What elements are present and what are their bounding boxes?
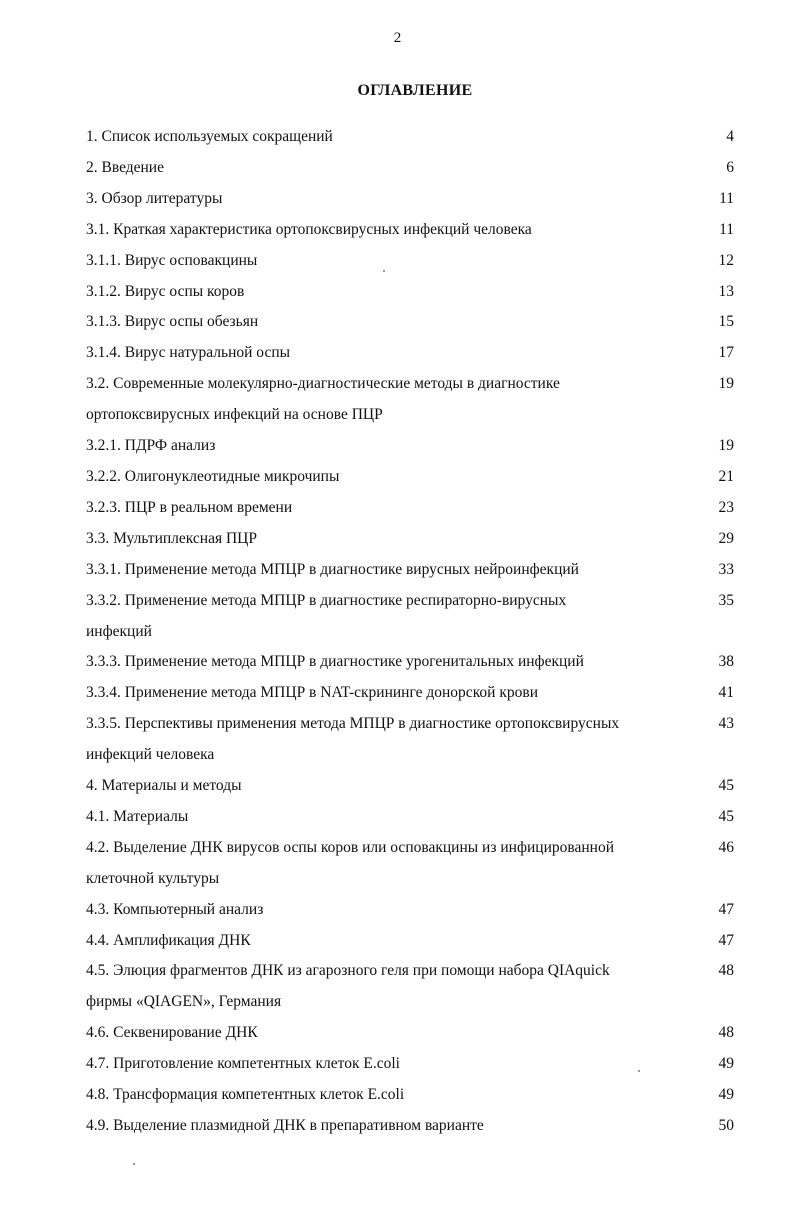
toc-entry-title [86,956,676,1018]
toc-entry-page: 48 [718,962,734,980]
toc-entry-page: 6 [726,158,734,176]
toc-entry-line: 3.1. Краткая характеристика ортопоксвирусных инфекций человека [86,220,532,238]
toc-entry-page: 12 [718,251,734,269]
toc-entry [86,1080,734,1111]
toc-entry-title [86,277,676,308]
toc-entry-line: 3.3.4. Применение метода МПЦР в NAT-скрининге донорской крови [86,684,538,702]
toc-entry-page: 49 [718,1055,734,1073]
toc-entry-page: 45 [718,777,734,795]
scan-speck [383,270,385,272]
toc-entry-line: 3.1.2. Вирус оспы коров [86,282,245,300]
toc-entry [86,1049,734,1080]
toc-entry-page: 38 [718,653,734,671]
toc-title: ОГЛАВЛЕНИЕ [357,82,473,99]
toc-entry-line: 1. Список используемых сокращений [86,128,333,145]
toc-entry [86,524,734,555]
toc-entry-title [86,833,676,895]
toc-entry-line: 3.2.2. Олигонуклеотидные микрочипы [86,467,340,485]
toc-entry-line: инфекций человека [86,746,215,764]
toc-entry-page: 46 [718,838,734,856]
toc-entry-page: 11 [719,189,734,207]
toc-entry-title [86,431,676,462]
toc-entry-line: 4.9. Выделение плазмидной ДНК в препаративном варианте [86,1117,484,1134]
toc-entry-line: 3.3.5. Перспективы применения метода МПЦР в диагностике ортопоксвирусных [86,715,620,733]
toc-entry [86,833,734,895]
toc-entry-title [86,462,676,493]
page-number: 2 [393,30,402,46]
toc-entry [86,895,734,926]
toc-entry-line: 4.1. Материалы [86,807,189,825]
toc-entry-title [86,493,676,524]
toc-entry-page: 45 [718,807,734,825]
toc-entry-line: 3.2.1. ПДРФ анализ [86,437,216,455]
toc-entry [86,956,734,1018]
toc-entry [86,184,734,215]
toc-entry-title [86,1049,676,1080]
toc-entry-line: фирмы «QIAGEN», Германия [86,993,282,1011]
toc-entry-line: 3.2.3. ПЦР в реальном времени [86,498,293,516]
toc-entry-page: 43 [718,715,734,733]
toc-entry-line: клеточной культуры [86,869,220,887]
toc-entry-title [86,709,676,771]
toc-entry-title [86,586,676,648]
toc-entry-title [86,895,676,926]
toc-entry-line: 4.6. Секвенирование ДНК [86,1024,258,1042]
toc-entry [86,277,734,308]
toc-entry [86,926,734,957]
toc-entry [86,802,734,833]
toc-entry-line: 4. Материалы и методы [86,777,242,795]
toc-entry-line: 3. Обзор литературы [86,189,223,207]
toc-entry-line: 3.1.3. Вирус оспы обезьян [86,313,259,331]
toc-entry-title [86,184,676,215]
toc-entry-line: 3.2. Современные молекулярно-диагностические методы в диагностике [86,375,560,393]
toc-entry [86,1111,734,1142]
toc-entry-line: 4.4. Амплификация ДНК [86,931,251,949]
toc-entry-page: 41 [718,684,734,702]
toc-entry [86,555,734,586]
toc-entry-title [86,246,676,277]
toc-entry-line: 3.3.2. Применение метода МПЦР в диагностике респираторно-вирусных [86,591,567,609]
toc-entry-line: 4.2. Выделение ДНК вирусов оспы коров или осповакцины из инфицированной [86,838,614,856]
toc-entry [86,338,734,369]
toc-entry-title [86,555,676,586]
toc-entry [86,462,734,493]
toc-entry-page: 17 [718,344,734,362]
toc-entry-title [86,647,676,678]
toc-entry [86,1018,734,1049]
toc-entry-line: 4.3. Компьютерный анализ [86,900,264,918]
toc-entry-line: 3.3.1. Применение метода МПЦР в диагностике вирусных нейроинфекций [86,560,579,578]
toc-entry-title [86,307,676,338]
toc-entry [86,771,734,802]
toc-entry-title [86,153,676,184]
toc-entry-page: 35 [718,591,734,609]
toc-entry-line: 4.8. Трансформация компетентных клеток E.coli [86,1086,405,1104]
toc-entry-title [86,338,676,369]
toc-entry-page: 29 [718,529,734,547]
toc-entry [86,431,734,462]
toc-entry [86,369,734,431]
toc-entry-page: 21 [718,467,734,485]
toc-entry [86,307,734,338]
toc-entry [86,709,734,771]
toc-entry-line: 3.1.1. Вирус осповакцины [86,251,258,269]
scan-speck [638,1070,640,1072]
toc-entry-line: 3.3.3. Применение метода МПЦР в диагностике урогенитальных инфекций [86,653,584,671]
toc-entry-page: 49 [718,1086,734,1104]
toc-entry-title [86,926,676,957]
table-of-contents [86,122,734,1142]
toc-entry [86,122,734,153]
toc-entry-title [86,215,676,246]
toc-entry-title [86,771,676,802]
toc-entry-line: 3.1.4. Вирус натуральной оспы [86,344,291,362]
toc-entry [86,493,734,524]
toc-entry-title [86,1111,676,1142]
toc-entry-title [86,678,676,709]
toc-entry [86,215,734,246]
toc-entry-page: 4 [726,128,734,145]
toc-entry-page: 13 [718,282,734,300]
toc-entry-line: 3.3. Мультиплексная ПЦР [86,529,257,547]
toc-entry [86,153,734,184]
toc-entry-page: 48 [718,1024,734,1042]
toc-entry-title [86,1080,676,1111]
toc-entry-title [86,802,676,833]
toc-entry-page: 23 [718,498,734,516]
toc-entry-page: 50 [718,1117,734,1134]
toc-entry-title [86,1018,676,1049]
toc-entry-line: 4.7. Приготовление компетентных клеток E.coli [86,1055,400,1073]
toc-entry-page: 33 [718,560,734,578]
scan-speck [133,1163,135,1165]
toc-entry-title [86,122,676,153]
toc-entry-page: 19 [718,437,734,455]
toc-entry-page: 11 [719,220,734,238]
toc-entry-title [86,369,676,431]
toc-entry-page: 47 [718,900,734,918]
toc-entry [86,678,734,709]
toc-entry [86,647,734,678]
toc-entry-line: 2. Введение [86,158,164,176]
toc-entry-page: 19 [718,375,734,393]
toc-entry-line: ортопоксвирусных инфекций на основе ПЦР [86,406,383,424]
toc-entry-line: инфекций [86,622,152,640]
toc-entry [86,246,734,277]
toc-entry-title [86,524,676,555]
toc-entry-page: 15 [718,313,734,331]
toc-entry-page: 47 [718,931,734,949]
toc-entry [86,586,734,648]
toc-entry-line: 4.5. Элюция фрагментов ДНК из агарозного геля при помощи набора QIAquick [86,962,610,980]
